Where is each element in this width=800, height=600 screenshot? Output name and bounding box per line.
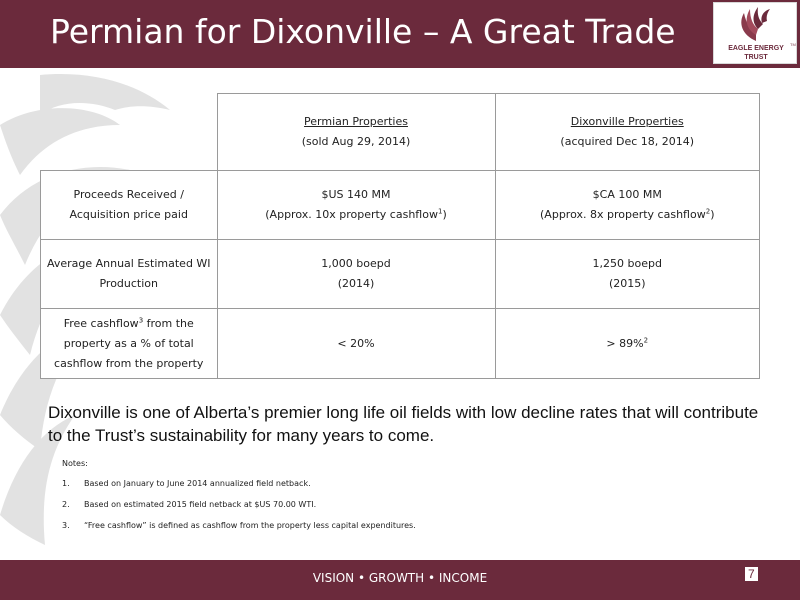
footer-bar (0, 560, 800, 600)
cell-note: (2014) (337, 277, 375, 290)
eagle-energy-logo (713, 2, 797, 64)
row-label-line: Acquisition price paid (69, 208, 188, 221)
cell-value: $US 140 MM (321, 188, 391, 201)
row-label-line: Proceeds Received / (73, 188, 184, 201)
table-row (41, 240, 760, 309)
table-header-row (41, 94, 760, 171)
logo-subtitle: TRUST (744, 54, 768, 61)
footnote-ref: 2 (643, 335, 649, 344)
footnote-ref: 2 (705, 207, 711, 216)
cell-value: < 20% (337, 336, 375, 350)
note-number: 1. (62, 479, 70, 488)
table-cell (495, 240, 760, 309)
row-label-line: Production (99, 277, 159, 290)
row-label (41, 240, 218, 309)
logo-name: EAGLE ENERGY (728, 45, 784, 52)
table-row (41, 171, 760, 240)
page-number: 7 (745, 567, 758, 581)
cell-note: (2015) (608, 277, 646, 290)
table-cell (495, 171, 760, 240)
note-number: 2. (62, 500, 70, 509)
slide-title: Permian for Dixonville – A Great Trade (50, 12, 676, 51)
column-header-permian (217, 94, 495, 171)
column-title: Permian Properties (304, 115, 408, 128)
cell-value: 1,000 boepd (321, 257, 391, 270)
footnote-ref: 1 (437, 207, 443, 216)
footnote-ref: 3 (138, 315, 144, 324)
cell-note: (Approx. 10x property cashflow (265, 208, 438, 221)
row-label-line: Free cashflow (63, 316, 139, 330)
note-item (62, 521, 416, 542)
column-title: Dixonville Properties (570, 115, 684, 128)
column-subtitle: (sold Aug 29, 2014) (301, 135, 411, 148)
row-label-line: from the (143, 316, 194, 330)
row-label-line: cashflow from the property (54, 356, 204, 370)
table-cell (495, 309, 760, 379)
logo-trademark: TM (790, 42, 796, 47)
column-header-dixonville (495, 94, 760, 171)
notes-title: Notes: (62, 459, 88, 468)
row-label-line: Average Annual Estimated WI (46, 257, 211, 270)
footer-tagline: VISION • GROWTH • INCOME (312, 571, 488, 585)
blank-cell (41, 94, 218, 171)
table-row (41, 309, 760, 379)
row-label (41, 309, 218, 379)
note-text: “Free cashflow” is defined as cashflow from the property less capital expenditures. (84, 521, 416, 530)
table-cell (217, 240, 495, 309)
cell-value: > 89% (606, 336, 644, 350)
row-label (41, 171, 218, 240)
notes-section (62, 459, 416, 542)
note-text: Based on estimated 2015 field netback at $US 70.00 WTI. (84, 500, 317, 509)
title-bar (0, 0, 800, 68)
note-text: Based on January to June 2014 annualized field netback. (84, 479, 311, 488)
note-item (62, 479, 416, 500)
column-subtitle: (acquired Dec 18, 2014) (560, 135, 695, 148)
cell-note-end: ) (442, 208, 447, 221)
eagle-icon (736, 5, 776, 43)
comparison-table (40, 93, 760, 379)
summary-statement: Dixonville is one of Alberta’s premier long life oil fields with low decline rates that will contribute to the Trust’s sustainability for many years to come. (48, 403, 759, 445)
cell-note: (Approx. 8x property cashflow (540, 208, 706, 221)
note-item (62, 500, 416, 521)
row-label-line: property as a % of total (63, 336, 194, 350)
note-number: 3. (62, 521, 70, 530)
cell-value: 1,250 boepd (592, 257, 662, 270)
table-cell (217, 309, 495, 379)
cell-note-end: ) (710, 208, 715, 221)
table-cell (217, 171, 495, 240)
cell-value: $CA 100 MM (592, 188, 662, 201)
